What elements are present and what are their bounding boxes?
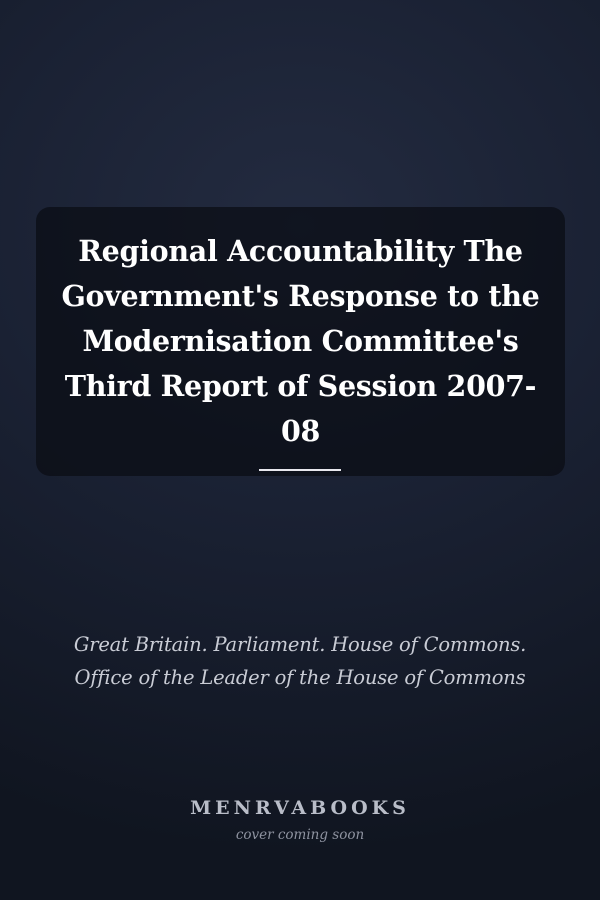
title-panel [36, 207, 565, 476]
title-divider [259, 469, 341, 471]
author-line: Great Britain. Parliament. House of Commons. [73, 633, 527, 656]
book-title: Regional Accountability The Government's Response to the Modernisation Committee's Third Report of Session 2007-08 [61, 234, 540, 448]
publisher-name: MENRVABOOKS [190, 797, 410, 819]
cover-tagline: cover coming soon [235, 827, 365, 843]
author-line: Office of the Leader of the House of Commons [74, 666, 526, 689]
author-block [20, 628, 580, 694]
